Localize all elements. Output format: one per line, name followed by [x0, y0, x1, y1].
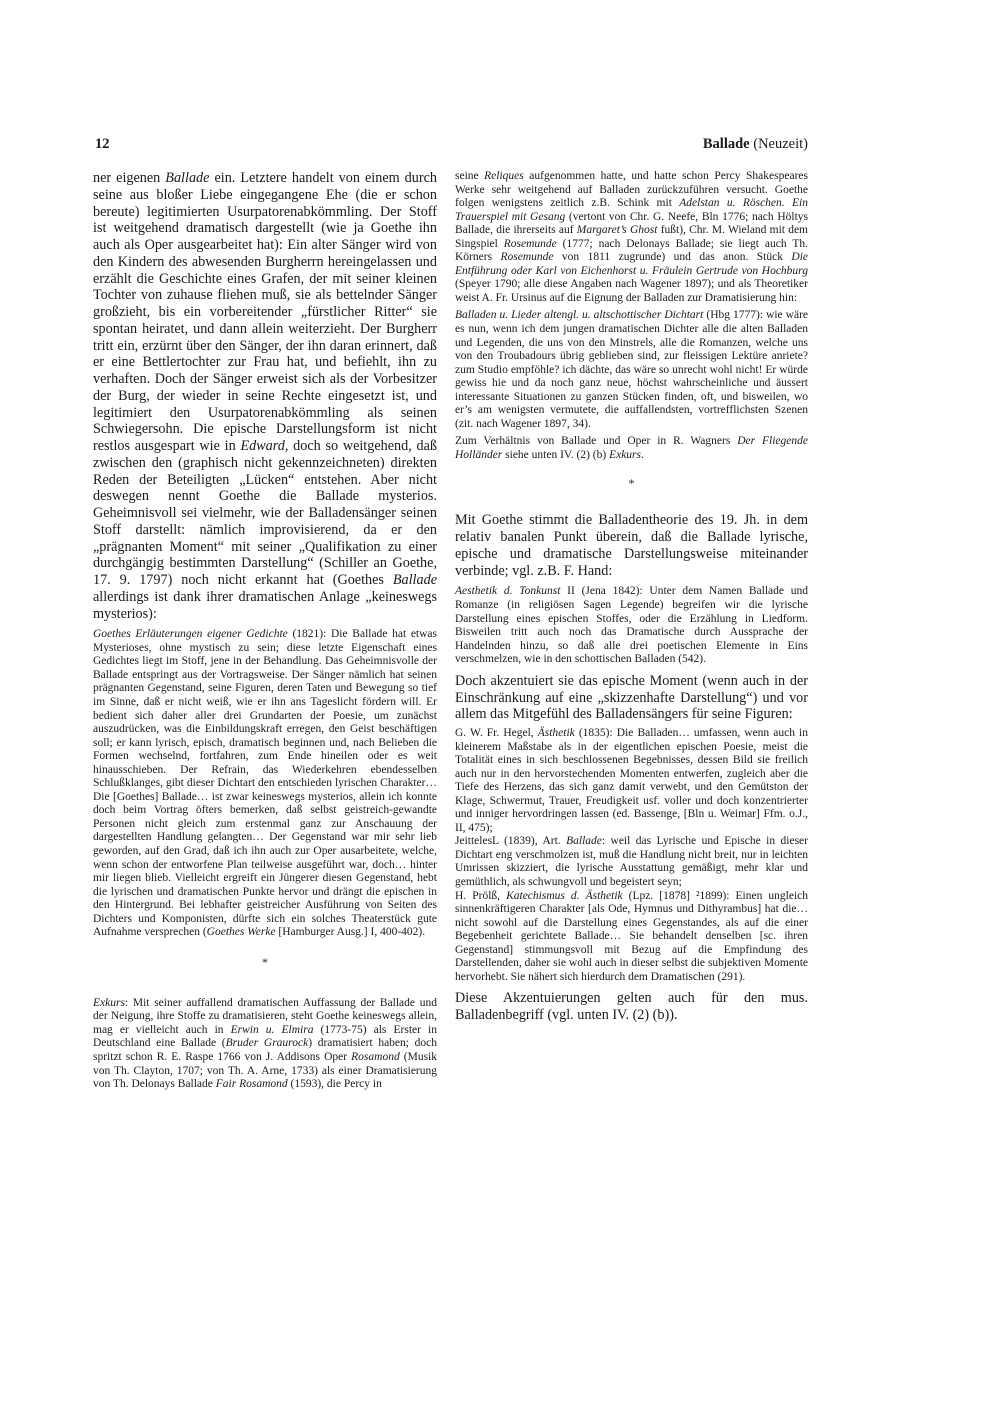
body-paragraph: ner eigenen Ballade ein. Letztere handelt von einem durch seine aus bloßer Liebe eingegangene Ehe (die er schon bereute) legitimierten Usurpatorenabkömmling. Der Stoff ist weitgehend dramatisch dargestellt (wie ja Goethe ihn auch als Oper ausgearbeitet hat): Ein alter Sänger wird von den Kindern des abwesenden Burgherrn hereingelassen und erzählt die Geschichte eines Grafen, der mit seiner kleinen Tochter von zuhause fliehen muß, sie als bettelnder Sänger großzieht, bis ein vorbereitender „fürstlicher Ritter“ sie spontan heiratet, und dann allein weiterzieht. Der Burgherr tritt ein, erzürnt über den Sänger, der ihn daran erinnert, daß er eine Bettlertochter zur Frau hat, und befiehlt, ihn zu verhaften. Doch der Sänger erweist sich als der Vorbesitzer der Burg, der wieder in seine Rechte eingesetzt ist, und legitimiert den Usurpatorenabkömmling als seinen Schwiegersohn. Die epische Darstellungsform ist nicht restlos ausgespart wie in Edward, doch so weitgehend, daß zwischen den (graphisch nicht gekennzeichneten) direkten Reden der Beteiligten „Lücken“ entstehen. Aber nicht deswegen nennt Goethe die Ballade mysterios. Geheimnisvoll sei vielmehr, wie der Balladensänger seinen Stoff darstellt: nämlich improvisierend, da er den „prägnanten Moment“ mit seiner „Qualifikation zu einer durchgängig bestimmten Darstellung“ (Schiller an Goethe, 17. 9. 1797) noch nicht erkannt hat (Goethes Ballade allerdings ist dank ihrer dramatischen Anlage „keineswegs mysterios): — [93, 170, 437, 622]
italic-span: Katechismus d. Ästhetik — [506, 889, 623, 902]
italic-span: Goethes Erläuterungen eigener Gedichte — [93, 628, 288, 641]
quotation-ursinus: Balladen u. Lieder altengl. u. altschottischer Dichtart (Hbg 1777): wie wäre es nun, wenn ich dem jungen dramatischen Dichter alle die alten Balladen und Legenden, die uns von den Minstrels, alle die Romanzen, welche uns von den Troubadours übrig geblieben sind, zur fleissigen Lektüre anriete? zum Studio empföhle? ich dächte, das wäre so unrecht wohl nicht! Er würde gewiss hie und da noch ganz neue, höchst wahrscheinliche und äussert interessante Situationen zu ganzen Stücken finden, oft, und bisweilen, wo er’s am wenigsten vermutete, die auffallendsten, vortrefflichsten Szenen (zit. nach Wagener 1897, 34). — [455, 309, 809, 430]
italic-span: Der Fliegende Holländer — [455, 435, 808, 461]
italic-span: Rosamond — [351, 1051, 400, 1064]
italic-span: Aesthetik d. Tonkunst — [455, 585, 561, 598]
section-separator: * — [262, 954, 268, 969]
page-number: 12 — [95, 136, 110, 152]
italic-span: Balladen u. Lieder altengl. u. altschottischer Dichtart — [455, 309, 704, 322]
italic-span: Margaret’s Ghost — [576, 224, 658, 237]
italic-span: Rosemunde — [500, 251, 554, 264]
right-column — [455, 170, 808, 1024]
quotation-hegel: G. W. Fr. Hegel, Ästhetik (1835): Die Balladen… umfassen, wenn auch in kleinerem Maßstabe als in der eigentlichen epischen Poesie, meist die Totalität eines in sich beschlossenen Begebnisses, dessen Bild sie freilich auch nur in den hervorstechenden Momenten entwerfen, zugleich aber die Tiefe des Herzens, das sich ganz damit verwebt, und den Gemütston der Klage, Schwermut, Trauer, Freudigkeit usf. voller und doch konzentrierter und inniger hervordringen lassen (ed. Bassenge, [Bln u. Weimar] Ffm. o.J., II, 475); — [455, 727, 808, 834]
italic-span: Exkurs — [609, 448, 641, 461]
italic-span: Edward — [240, 438, 285, 454]
running-head-subtitle: (Neuzeit) — [753, 136, 808, 152]
body-paragraph: Diese Akzentuierungen gelten auch für den mus. Balladenbegriff (vgl. unten IV. (2) (b)). — [455, 990, 808, 1024]
italic-span: Ballade — [392, 572, 437, 588]
running-head-title: Ballade — [702, 136, 750, 152]
section-separator: * — [628, 476, 635, 491]
quotation-proelss: H. Prölß, Katechismus d. Ästhetik (Lpz. [1878] ²1899): Einen ungleich sinnenkräftigeren Charakter [als Ode, Hymnus und Dithyrambus] hat die… nicht sowohl auf die Darstellung eines Gegenstandes, als auf die einer Begebenheit gerichtete Ballade… Sie behandelt denselben [sc. ihren Gegenstand] stimmungsvoll mit Bezug auf die Empfindung des Darstellenden, daher sie wohl auch in dieser selbst die subjektiven Momente hervorhebt. Sie nähert sich hierdurch dem Dramatischen (291). — [455, 889, 808, 983]
italic-span: Reliques — [484, 170, 524, 182]
italic-span: Ballade — [566, 835, 602, 848]
italic-span: Die Entführung oder Karl von Eichenhorst u. Fräulein Gertrude von Hochburg — [455, 251, 808, 277]
quotation-goethe: Goethes Erläuterungen eigener Gedichte (1821): Die Ballade hat etwas Mysterioses, ohne mystisch zu sein; diese letzte Eigenschaft eines Gedichtes liegt im Stoff, jene in der Behandlung. Das Geheimnisvolle der Ballade entspringt aus der Vortragsweise. Der Sänger nämlich hat seinen prägnanten Gegenstand, seine Figuren, deren Taten und Bewegung so tief im Sinne, daß er nicht weiß, wie er ihn ans Tageslicht fördern will. Er bedient sich daher aller drei Grundarten der Poesie, um zunächst auszudrücken, was die Einbildungskraft erregen, den Geist beschäftigen soll; er kann lyrisch, episch, dramatisch beginnen und, nach Belieben die Formen wechselnd, fortfahren, zum Ende hineilen oder es weit hinausschieben. Der Refrain, das Wiederkehren ebendesselben Schlußklanges, gibt dieser Dichtart den entschieden lyrischen Charakter… Die [Goethes] Ballade… ist zwar keineswegs mysterios, allein ich konnte doch beim Vortrag öfters bemerken, daß selbst geistreich-gewandte Personen nicht gleich zum erstenmal ganz zur Anschauung der dargestellten Handlung gelangten… Der Gegenstand war mir sehr lieb geworden, auf den Grad, daß ich ihn auch zur Oper ausarbeitete, welche, wenn schon der entworfene Plan teilweise ausgeführt war, doch… hinter mir liegen blieb. Vielleicht ergreift ein Jüngerer diesen Gegenstand, hebt die lyrischen und dramatischen Punkte hervor und drängt die epischen in den Hintergrund. Bei lebhafter geistreicher Ausführung von Seiten des Dichters und Komponisten, dürfte sich ein solches Theaterstück gute Aufnahme versprechen (Goethes Werke [Hamburger Ausg.] I, 400-402). — [93, 628, 438, 939]
left-column — [93, 170, 437, 1092]
body-paragraph: Mit Goethe stimmt die Balladentheorie des 19. Jh. in dem relativ banalen Punkt überein, daß die Ballade lyrische, epische und dramatische Darstellungsweise miteinander verbinde; vgl. z.B. F. Hand: — [455, 512, 808, 579]
italic-span: Fair Rosamond — [215, 1078, 288, 1091]
italic-span: Erwin u. Elmira — [230, 1023, 314, 1036]
italic-span: Ästhetik — [537, 727, 575, 740]
body-paragraph: Doch akzentuiert sie das epische Moment (wenn auch in der Einschränkung auf eine „skizzenhafte Darstellung“) und vor allem das Mitgefühl des Balladensängers für seine Figuren: — [455, 672, 808, 723]
quotation-hand: Aesthetik d. Tonkunst II (Jena 1842): Unter dem Namen Ballade und Romanze (in religiösen Sagen Legende) begreifen wir die lyrische Darstellung eines epischen Stoffes, oder die Erzählung in Liedform. Bisweilen tritt auch noch das Dramatische durch Aussprache der Handelnden hinzu, so daß alle drei poetischen Elemente in Eins verschmelzen, wie in den schottischen Balladen (542). — [455, 585, 809, 666]
italic-span: Bruder Graurock — [225, 1037, 309, 1050]
italic-span: Rosemunde — [503, 237, 557, 250]
cross-reference: Zum Verhältnis von Ballade und Oper in R. Wagners Der Fliegende Holländer siehe unten IV. (2) (b) Exkurs. — [455, 435, 808, 461]
italic-span: Exkurs — [93, 996, 125, 1009]
italic-span: Ballade — [165, 170, 210, 186]
running-head — [703, 136, 808, 153]
excursus-continuation: seine Reliques aufgenommen hatte, und hatte schon Percy Shakespeares Werke sehr weitgehend auf Balladen zurückzuführen versucht. Goethe folgen wenigstens zeitlich z.B. Schink mit Adelstan u. Röschen. Ein Trauerspiel mit Gesang (vertont von Chr. G. Neefe, Bln 1776; nach Höltys Ballade, die ihrerseits auf Margaret’s Ghost fußt), Chr. M. Wieland mit dem Singspiel Rosemunde (1777; nach Delonays Ballade; sie liegt auch Th. Körners Rosemunde von 1811 zugrunde) und das anon. Stück Die Entführung oder Karl von Eichenhorst u. Fräulein Gertrude von Hochburg (Speyer 1790; alle diese Angaben nach Wagener 1897); und als Theoretiker weist A. Fr. Ursinus auf die Eignung der Balladen zur Dramatisierung hin: — [455, 170, 808, 304]
italic-span: Goethes Werke — [206, 926, 276, 939]
italic-span: Adelstan u. Röschen. Ein Trauerspiel mit Gesang — [455, 197, 808, 223]
excursus-paragraph: Exkurs: Mit seiner auffallend dramatischen Auffassung der Ballade und der Neigung, ihre Stoffe zu dramatisieren, steht Goethe keineswegs allein, mag er vielleicht auch in Erwin u. Elmira (1773-75) als Erster in Deutschland eine Ballade (Bruder Graurock) dramatisiert haben; doch spritzt schon R. E. Raspe 1766 von J. Addisons Oper Rosamond (Musik von Th. Clayton, 1707; von Th. A. Arne, 1733) als einer Dramatisierung von Th. Delonays Ballade Fair Rosamond (1593), die Percy in — [93, 996, 438, 1091]
quotation-jeitteles: JeittelesL (1839), Art. Ballade: weil das Lyrische und Epische in dieser Dichtart eng verschmolzen ist, muß die Handlung nicht breit, nur in leichten Umrissen skizziert, die lyrische Ausstattung gemäßigt, mehr klar und gemüthlich, als schwungvoll und begeistert seyn; — [455, 835, 808, 889]
page-header — [95, 136, 808, 158]
